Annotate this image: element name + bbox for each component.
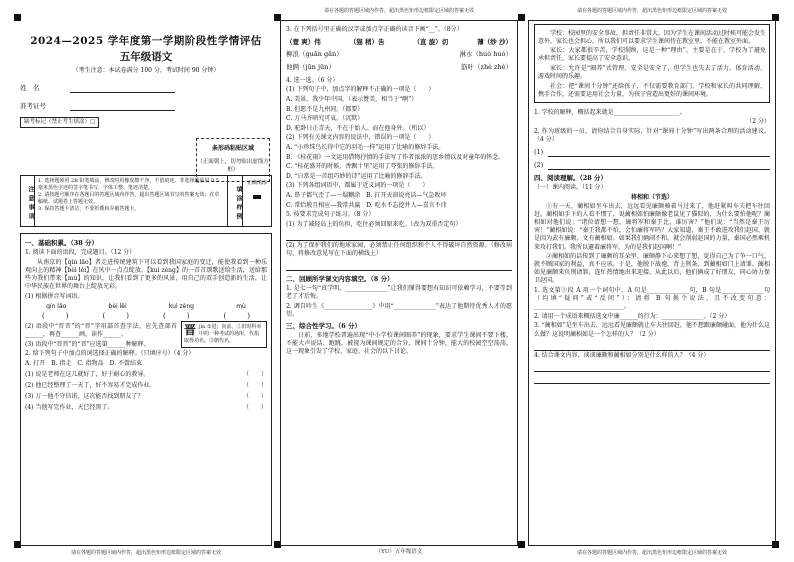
absent-box[interactable]: 缺考标记（禁止考生填涂）□ xyxy=(20,117,99,128)
bottom-warning: 请在各题的答题区域内作答，超出黑色矩形边框限定区域的答案无效 xyxy=(70,550,221,557)
q5-1-prompt: (1) 为了减轻岛上的负担，吃住必须回原来吃。（改为双重否定句） xyxy=(286,220,462,228)
judge-answer[interactable]: （ ） xyxy=(242,404,267,412)
q2-options: A. 打开 B. 指走 C. 指物品 D. 不曾结束 xyxy=(25,359,142,367)
corner-marker-bm2 xyxy=(518,541,525,548)
dictionary-box xyxy=(181,321,267,347)
pinyin-1: qín lǎo xyxy=(46,302,67,310)
char-option[interactable]: （猫 稍）吿 xyxy=(349,37,385,46)
char-option[interactable]: （直 旋）切 xyxy=(413,37,449,46)
fill-sample xyxy=(243,176,271,226)
reading-question: 4. 结合课文内容，谈谈廉颇和蔺相如分别是什么样的人？（4 分） xyxy=(534,352,710,360)
section-1-box xyxy=(20,233,272,546)
answer-line[interactable] xyxy=(534,342,770,351)
section-3-title: 三、综合性学习。（6 分） xyxy=(286,321,362,330)
notice-item: 2. 请按题号顺序在各题目的答题区域内作答，超出答题区域书写的答案无效；在草稿纸、试题卷上答题无效。 xyxy=(38,192,220,205)
column-1 xyxy=(20,20,272,557)
q1-1-prompt: (1) 根据拼音写词语。 xyxy=(25,292,84,300)
notice-text xyxy=(35,176,228,226)
judge-item xyxy=(25,404,267,412)
sticker-note: （正面朝上，切勿贴出虚线方框） xyxy=(197,159,269,173)
answer-row xyxy=(534,161,770,170)
section-4-title: 四、阅读理解。（28 分） xyxy=(534,173,608,182)
reading-question: 1. 选文第①段 A 用一个词句中，A 句是______________句，B 句是______________句（均填“疑问”或“反问”）；请将 B 句换个说法，且不改变句意：______________________________。 xyxy=(534,287,770,311)
dictionary-char: 晋 xyxy=(184,323,197,338)
option: D. 驼卧日正青天，不在于始人。而在他身外。（所以） xyxy=(286,124,430,132)
option: B. 《桂花雨》一文运用借物抒情的手法写了作者浓浓的思乡情以及对童年的怀念。 xyxy=(286,153,505,161)
pinyin-row xyxy=(25,303,267,311)
option: D. “日常是一首组巧妙的诗”运用了比喻的修辞手法。 xyxy=(286,172,427,180)
judge-answer[interactable]: （ ） xyxy=(242,381,267,389)
c3-q2: 2. 作为班级的一员，请你结合自身实际，针对“课间十分钟”写出两条合理的活动建议。（4 分） xyxy=(534,127,770,144)
option: C. 常恰般且相应—我常共赢 D. 吃水不忘挖井人—喜言不讳 xyxy=(286,201,447,209)
top-warning: 请在各题的答题区域内作答，超出黑色矩形边框限定区域的答案无效 xyxy=(323,8,474,14)
absent-row xyxy=(20,117,272,128)
answer-line[interactable] xyxy=(548,149,770,157)
fill-sample-label: 填涂样例 xyxy=(228,176,243,226)
view-item: 家长：允许是“圈养”式管理，安全是安全了，但学生也失去了活力，体育活动、游戏时间的乐趣。 xyxy=(538,64,766,80)
judge-text: (1) 说是老师在这儿就好了，好于耐心的教导。 xyxy=(25,370,150,378)
option: C. 万马齐喑究可哀。（沉默） xyxy=(286,115,364,123)
section-2-box xyxy=(280,20,518,546)
recite-2: 2. 调自吟生《________________》中用“______________”表达了他期待优秀人才的愿望。 xyxy=(286,302,512,318)
top-warning: 请在各题的答题区域内作答，超出黑色矩形边框限定区域的答案无效 xyxy=(576,8,727,14)
id-label: 准考证号 xyxy=(20,102,46,111)
section-3-passage: 日前，多地学校普遍出现“中小学校课间圈养”的现象，要求学生课间不要下楼，不能大声说话、跑跳，被视为课间规定的合分，课间十分钟，能大的校园空空荡荡，这一现象引发了学校、家庭、社会的以下讨论。 xyxy=(286,331,512,356)
sticker-title: 条形码粘贴区域 xyxy=(211,145,254,152)
option: A. 鼻子都气歪了—一塌糊涂 B. 打开天窗说亮话—气急败坏 xyxy=(286,192,447,200)
reading-1-title: （一）课内阅读。（11 分） xyxy=(534,183,607,191)
notice-item: 3. 保持答题卡清洁，不要折叠和弄破答题卡。 xyxy=(38,206,140,212)
judge-answer[interactable]: （ ） xyxy=(242,393,267,401)
correct-fill-mark xyxy=(253,195,261,199)
exam-note: （考生注意：本试卷满分 100 分，考试时间 90 分钟） xyxy=(72,67,220,75)
name-label: 姓 名 xyxy=(20,84,40,93)
view-item: 学校：校园里的安全事故，担责任非常大，因为学生在课间活动过时候可能会发生意外，家长也会担心，所以我们可以要求学生课间待在教室里，不能在教室外面。 xyxy=(538,29,767,45)
c3-q1: 1. 学校的解释，概括起来就是______________________。 xyxy=(534,108,686,116)
c3-q1-score: （2 分） xyxy=(746,118,770,126)
notice-item: 1. 选择题须用 2B 铅笔填涂，修改时用橡皮擦干净，不留痕迹。非选择题须用 0.5 毫米黑色字迹的签字笔书写，字体工整、笔迹清楚。 xyxy=(38,178,219,191)
q1-prompt: 1. 阅读下面的语段，完成题目。（12 分） xyxy=(25,249,136,257)
id-field[interactable] xyxy=(70,103,175,111)
q4-2-prompt: (2) 下列有关课文内容的说法中，错误的一项是（ ） xyxy=(286,134,435,142)
corner-marker-tm2 xyxy=(518,14,525,21)
char-row xyxy=(286,38,512,47)
judge-text: (4) 当他写完作业，天已经黑了。 xyxy=(25,404,114,412)
answer-box[interactable]: ( ) xyxy=(163,311,190,320)
answer-box[interactable]: ( ) xyxy=(42,311,69,320)
pinyin-choice[interactable]: 淋水（huò huó） xyxy=(459,50,512,59)
column-2 xyxy=(280,8,518,555)
column-3 xyxy=(528,8,776,557)
char-option[interactable]: （壹 爽）伟 xyxy=(286,37,321,46)
dictionary-text: jìn ①进；向前。②旧时科举中的一种考试的场所，代指取得功名。③朝代名。 xyxy=(184,324,262,344)
section-2-title: 二、回顾所学课文内容填空。（8 分） xyxy=(286,274,394,283)
q5-2-prompt: (2) 为了保护我们的地球家园，必须禁止任何组织和个人不得破坏自然资源。（修改病句，将修改意见写在下面的横线上） xyxy=(286,242,512,258)
judge-answer[interactable]: （ ） xyxy=(242,370,267,378)
views-box xyxy=(534,24,770,103)
judge-text: (3) 万一他不守信诺，这次能否找到朋友了？ xyxy=(25,393,144,401)
option: A. “小珍珠鸟长得中它的羽毛一样”运用了比喻的修辞手法。 xyxy=(286,144,445,152)
correct-fill-label: 正确填涂 xyxy=(246,180,267,186)
recite-1: 1. 是七一句“真学明，______________”让我们懂得要想有知识可依赖学习，不要等到老了才后悔。 xyxy=(286,284,512,300)
answer-line[interactable] xyxy=(286,262,512,271)
option: A. 美景，我少年中国。（表示赞美，相当于“啊”） xyxy=(286,96,418,104)
id-row xyxy=(20,102,272,111)
q1-passage: 从南京的【qín lǎo】者走进传统建筑下可以看到我国家庭的变迁，能使我看到一种乐观向上的精神【bèi lěi】在风中一点点绽放。【kuì zèng】的一首首颂歌送给生活，送给那些为我们带来【mù】的知识，让我们看到了更多的风景，用自己的双手创造新的生活，让中华民族在世界的舞台上绽放光彩。 xyxy=(25,258,267,291)
pinyin-choice-row xyxy=(286,50,512,59)
pinyin-choice[interactable]: 柳浪（guān gǎn） xyxy=(286,50,343,59)
page-footer: （YU）五年级语文 xyxy=(375,548,423,555)
section-1-title: 一、基础积累。（38 分） xyxy=(25,239,99,247)
option: B. 但愿不是九州同。（都要） xyxy=(286,105,364,113)
q4-1-prompt: (1) 下列句子中，加点字的解释不正确的一项是（ ） xyxy=(286,86,435,94)
section-3-box xyxy=(528,20,776,546)
judge-text: (2) 他已经整理了一天了，好不容易才完成作业。 xyxy=(25,381,156,389)
view-item: 社会：把“课间十分钟”还给孩子，不仅需要教育部门、学校和家长的共同理解、携手合作，还需要运用社会力量，为孩子营造出更好的课间环境。 xyxy=(538,82,766,98)
q3-prompt: 3. 在下列括号里正确的汉字或加点字正确的读音下画“__”。（8分） xyxy=(286,25,463,33)
reading-question: 3. “蔺相如”是坐车出去，远远看见廉颇就让车夫往回赶，他不想跟廉颇碰面，他为什么这么做？这说明蔺相如是一个怎样的人？（2 分） xyxy=(534,322,770,338)
q2-prompt: 2. 给下列句子中加点的词选择正确的解释。（只填序号）（4 分） xyxy=(25,350,195,358)
bottom-warning: 请在各题的答题区域内作答，超出黑色矩形边框限定区域的答案无效 xyxy=(576,550,727,557)
answer-box[interactable]: ( ) xyxy=(102,311,129,320)
pinyin-2: bèi lěi xyxy=(108,302,127,310)
q1-3-prompt: (3) 语段中“晋晋”的“晋”应选第______种解释。 xyxy=(25,340,150,348)
article-paragraph: ①有一天，蔺相如坐车出去，远远看见廉颇骑着马过来了，他赶紧叫车夫把车往回赶。蔺相如手下的人看不惯了，说蔺相如怕廉颇像老鼠见了猫似的，为什么要怕他呢？蔺相如对他们说：“诸位请想一想，廉将军和秦王比，谁厉害？”他们说：“当然是秦王厉害！”蔺相如说：“秦王我都不怕，会怕廉将军吗？大家知道，秦王不敢进攻我们赵国，就是因为武有廉颇，文有蔺相如。如果我们俩闹不和，就会削弱赵国的力量，秦国必然乘机来攻打我们。我所以避着廉将军，为的是我们赵国啊！” xyxy=(534,203,770,251)
char-option[interactable]: 薄（纱 沙） xyxy=(477,37,512,46)
article-title: 将相和（节选） xyxy=(630,193,673,201)
answer-box[interactable]: ( ) xyxy=(223,311,250,320)
answer-index: (1) xyxy=(534,148,544,157)
q1-2-prompt: (2) 语段中“晋晋”的“晋”字用部首查字法，应先查部首______，再查______画，读作______。 xyxy=(25,322,177,338)
answer-row xyxy=(534,148,770,157)
judge-item xyxy=(25,382,267,390)
pinyin-choice[interactable]: 他俩（jūn jūn） xyxy=(286,63,335,72)
judge-item xyxy=(25,393,267,401)
pinyin-choice-row xyxy=(286,63,512,72)
view-item: 家长：大家都很辛苦，学校照顾，这是一种“理由”，主要是在于，学校为了避免承担责任，家长要提高了安全意识。 xyxy=(538,47,766,63)
answer-line[interactable] xyxy=(286,232,512,241)
answer-line[interactable] xyxy=(534,363,770,372)
option: C. “桂花盛开的时候，香飘十里”运用了夸张的修辞手法。 xyxy=(286,163,439,171)
answer-index: (2) xyxy=(534,160,544,169)
pinyin-4: mù xyxy=(236,302,246,310)
reading-question: 2. 请用一个成语来概括选文中廉______的行为：______________。（2 分） xyxy=(534,312,731,320)
pinyin-answer-row xyxy=(25,312,267,321)
judge-item xyxy=(25,371,267,379)
exam-title: 2024—2025 学年度第一学期阶段性学情评估 xyxy=(30,35,262,47)
q4-prompt: 4. 选一选。（6 分） xyxy=(286,76,339,84)
exam-subtitle: 五年级语文 xyxy=(119,51,173,64)
answer-line[interactable] xyxy=(534,375,770,384)
answer-line[interactable] xyxy=(548,162,770,170)
name-row xyxy=(20,84,272,93)
article-paragraph: ②蔺相如的话传到了廉颇的耳朵里。廉颇静下心来想了想，觉得自己为了争一口气，就不顾国家的利益，真不应该。于是，他脱下战袍，背上荆条，到蔺相如门上请罪。蔺相如见廉颇来负荆请罪，连忙热情地出来迎接。从此以后，他们俩成了好朋友，同心协力保卫赵国。 xyxy=(534,253,770,285)
q4-3-prompt: (3) 下列各组词语中，都属于近义词的一项是（ ） xyxy=(286,182,429,190)
name-field[interactable] xyxy=(70,85,175,93)
pinyin-3: kuì zèng xyxy=(168,302,194,310)
notice-label: 注意事项 xyxy=(21,176,35,226)
notice-box xyxy=(20,175,272,227)
pinyin-choice[interactable]: 筋叶（zhè zhè） xyxy=(461,63,512,72)
q5-prompt: 5. 按要求完成句子练习。（8 分） xyxy=(286,211,375,219)
